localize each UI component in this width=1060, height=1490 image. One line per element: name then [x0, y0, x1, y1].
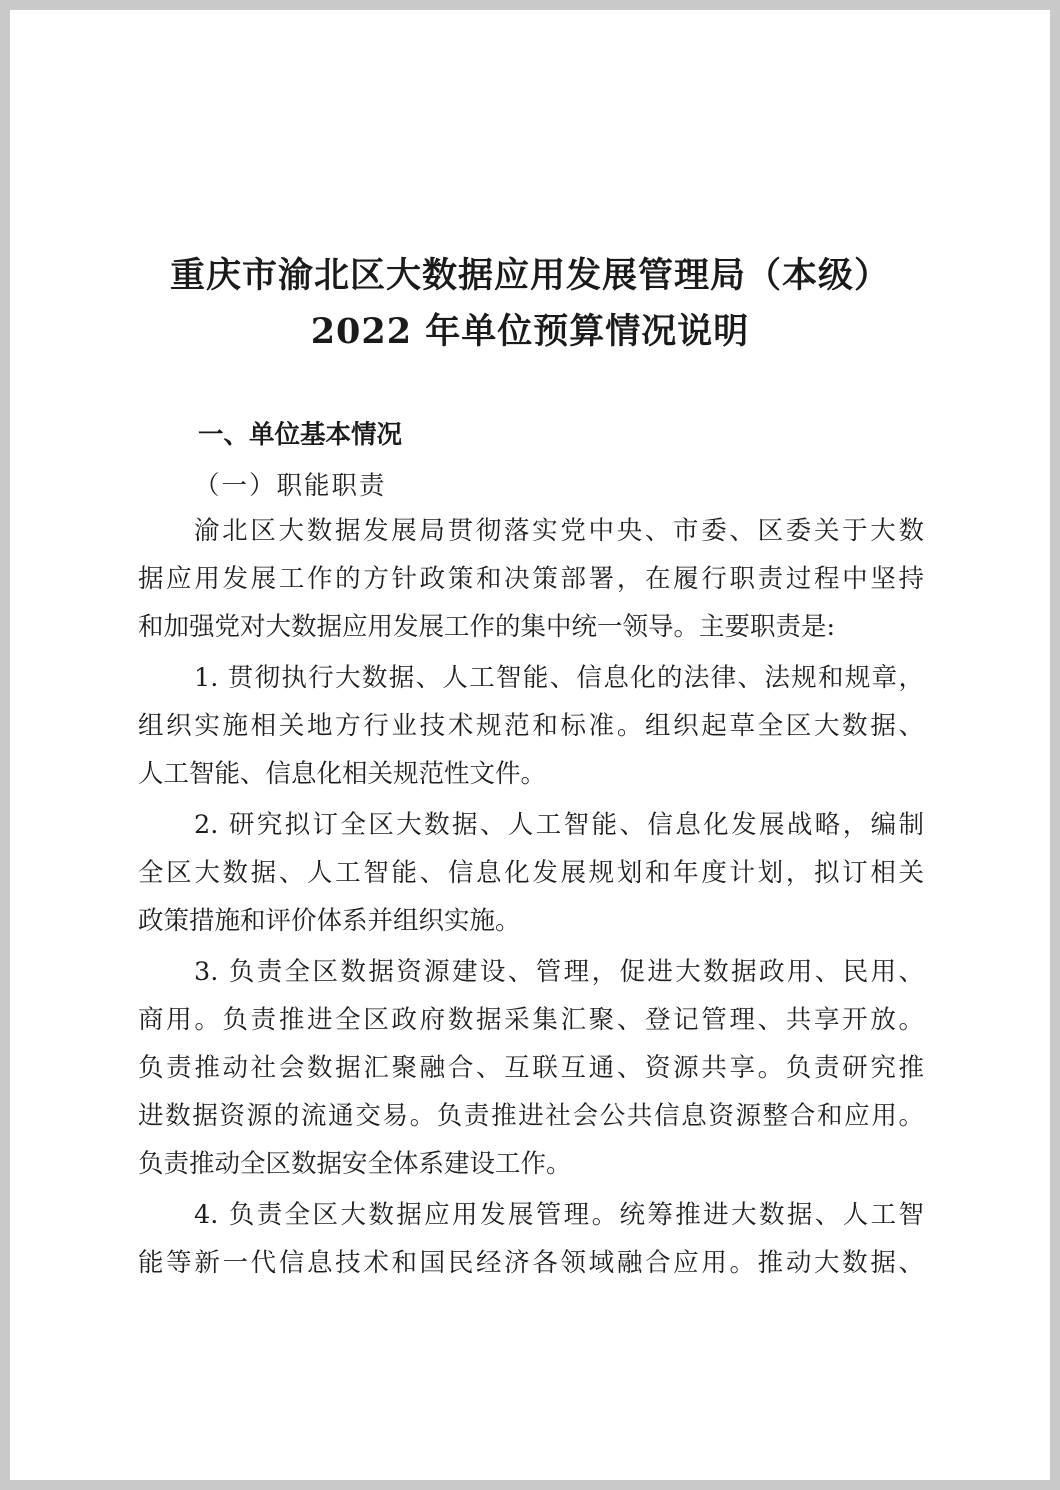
document-page	[10, 10, 1050, 1480]
body-line: 和加强党对大数据应用发展工作的集中统一领导。主要职责是:	[138, 612, 836, 642]
document-title-line2: 2022 年单位预算情况说明	[310, 311, 750, 352]
body-line: 进数据资源的流通交易。负责推进社会公共信息资源整合和应用。	[138, 1101, 924, 1131]
body-line: 政策措施和评价体系并组织实施。	[138, 906, 521, 936]
body-line: 人工智能、信息化相关规范性文件。	[138, 759, 547, 789]
subsection-heading: （一）职能职责	[194, 471, 387, 501]
body-line: 商用。负责推进全区政府数据采集汇聚、登记管理、共享开放。	[138, 1005, 924, 1035]
body-line: 据应用发展工作的方针政策和决策部署，在履行职责过程中坚持	[138, 564, 924, 594]
body-line: 全区大数据、人工智能、信息化发展规划和年度计划，拟订相关	[138, 858, 924, 888]
body-line: 渝北区大数据发展局贯彻落实党中央、市委、区委关于大数	[194, 516, 924, 546]
body-line: 1. 贯彻执行大数据、人工智能、信息化的法律、法规和规章，	[194, 663, 924, 693]
body-line: 组织实施相关地方行业技术规范和标准。组织起草全区大数据、	[138, 711, 924, 741]
document-title-line1: 重庆市渝北区大数据应用发展管理局（本级）	[169, 255, 890, 296]
body-line: 4. 负责全区大数据应用发展管理。统筹推进大数据、人工智	[194, 1200, 924, 1230]
body-line: 3. 负责全区数据资源建设、管理，促进大数据政用、民用、	[194, 957, 924, 987]
body-line: 负责推动社会数据汇聚融合、互联互通、资源共享。负责研究推	[138, 1053, 924, 1083]
body-line: 负责推动全区数据安全体系建设工作。	[138, 1149, 572, 1179]
section-heading: 一、单位基本情况	[198, 420, 403, 450]
body-line: 能等新一代信息技术和国民经济各领域融合应用。推动大数据、	[138, 1248, 924, 1278]
body-line: 2. 研究拟订全区大数据、人工智能、信息化发展战略，编制	[194, 810, 924, 840]
